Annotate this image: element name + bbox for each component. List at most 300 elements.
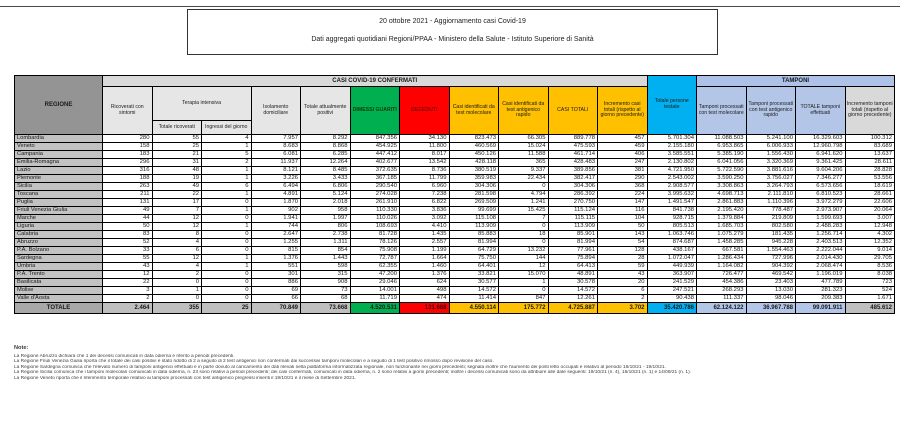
value-cell: 2.973.907 xyxy=(796,207,846,215)
value-cell: 183 xyxy=(103,151,153,159)
value-cell: 83.689 xyxy=(845,143,895,151)
value-cell: 428.118 xyxy=(449,159,499,167)
value-cell: 55 xyxy=(152,135,202,143)
value-cell: 17 xyxy=(152,199,202,207)
value-cell: 3.092 xyxy=(400,215,450,223)
value-cell: 304.306 xyxy=(548,183,598,191)
region-cell: P.A. Bolzano xyxy=(15,247,103,255)
value-cell: 12.948 xyxy=(845,223,895,231)
value-cell: 6.006.933 xyxy=(746,143,796,151)
value-cell: 1 xyxy=(499,279,549,287)
value-cell: 90.438 xyxy=(647,295,697,303)
value-cell: 372.635 xyxy=(350,167,400,175)
col-header-dimessi-guariti: DIMESSI GUARITI xyxy=(350,87,400,135)
value-cell: 12 xyxy=(152,215,202,223)
value-cell: 0 xyxy=(202,231,252,239)
value-cell: 498 xyxy=(400,287,450,295)
value-cell: 6.041.056 xyxy=(697,159,747,167)
value-cell: 304.306 xyxy=(449,183,499,191)
value-cell: 281.323 xyxy=(796,287,846,295)
value-cell: 2.195.420 xyxy=(697,207,747,215)
value-cell: 5.241.100 xyxy=(746,135,796,143)
value-cell: 50 xyxy=(103,223,153,231)
value-cell: 100.312 xyxy=(845,135,895,143)
value-cell: 0 xyxy=(202,295,252,303)
value-cell: 469.542 xyxy=(746,271,796,279)
value-cell: 4.520.531 xyxy=(350,303,400,314)
value-cell: 474 xyxy=(400,295,450,303)
report-subtitle: Dati aggregati quotidiani Regioni/PPAA - Ministero della Salute - Istituto Superiore di Sanità xyxy=(311,36,594,43)
value-cell: 147 xyxy=(598,199,648,207)
value-cell: 219.809 xyxy=(746,215,796,223)
value-cell: 1.443 xyxy=(301,255,351,263)
value-cell: 8.038 xyxy=(845,271,895,279)
value-cell: 4 xyxy=(152,263,202,271)
value-cell: 290.540 xyxy=(350,183,400,191)
col-header-ti-ingressi: Ingressi del giorno xyxy=(202,121,252,135)
value-cell: 886 xyxy=(251,279,301,287)
value-cell: 30.578 xyxy=(548,279,598,287)
value-cell: 1.671 xyxy=(845,295,895,303)
value-cell: 5.124 xyxy=(301,191,351,199)
region-cell: Emilia-Romagna xyxy=(15,159,103,167)
col-header-ti-totale: Totale ricoverati xyxy=(152,121,202,135)
value-cell: 113.909 xyxy=(548,223,598,231)
value-cell: 7.238 xyxy=(400,191,450,199)
col-header-totale-tamponi: TOTALE tamponi effettuati xyxy=(796,87,846,135)
value-cell: 0 xyxy=(499,287,549,295)
value-cell: 29.046 xyxy=(350,279,400,287)
value-cell: 2.647 xyxy=(251,231,301,239)
value-cell: 9.604.206 xyxy=(796,167,846,175)
value-cell: 726.477 xyxy=(697,271,747,279)
value-cell: 6.081 xyxy=(251,151,301,159)
title-box xyxy=(187,9,718,55)
value-cell: 3.007 xyxy=(845,215,895,223)
value-cell: 2 xyxy=(598,295,648,303)
value-cell: 69 xyxy=(251,287,301,295)
value-cell: 6.806 xyxy=(301,183,351,191)
value-cell: 18.619 xyxy=(845,183,895,191)
value-cell: 363.907 xyxy=(647,271,697,279)
value-cell: 99.699 xyxy=(449,207,499,215)
value-cell: 2.543.002 xyxy=(647,175,697,183)
value-cell: 847 xyxy=(499,295,549,303)
value-cell: 3.433 xyxy=(301,175,351,183)
region-cell: Umbria xyxy=(15,263,103,271)
value-cell: 1 xyxy=(202,191,252,199)
value-cell: 1.199 xyxy=(400,247,450,255)
table-row xyxy=(15,231,895,239)
value-cell: 7.346.277 xyxy=(796,175,846,183)
value-cell: 12 xyxy=(152,255,202,263)
value-cell: 2.111.810 xyxy=(746,191,796,199)
value-cell: 778.487 xyxy=(746,207,796,215)
value-cell: 4.794 xyxy=(499,191,549,199)
value-cell: 2.403.513 xyxy=(796,239,846,247)
value-cell: 1 xyxy=(202,223,252,231)
value-cell: 847.356 xyxy=(350,135,400,143)
value-cell: 12 xyxy=(499,263,549,271)
value-cell: 28.828 xyxy=(845,167,895,175)
region-cell: Liguria xyxy=(15,223,103,231)
value-cell: 2.014.430 xyxy=(796,255,846,263)
value-cell: 1.286.434 xyxy=(697,255,747,263)
value-cell: 1.072.047 xyxy=(647,255,697,263)
value-cell: 7 xyxy=(499,215,549,223)
value-cell: 8.485 xyxy=(301,167,351,175)
value-cell: 8.017 xyxy=(400,151,450,159)
value-cell: 477.789 xyxy=(796,279,846,287)
value-cell: 908 xyxy=(301,279,351,287)
value-cell: 85.883 xyxy=(449,231,499,239)
value-cell: 1.556.430 xyxy=(746,151,796,159)
value-cell: 6.810.523 xyxy=(796,191,846,199)
value-cell: 224 xyxy=(598,191,648,199)
value-cell: 928.715 xyxy=(647,215,697,223)
value-cell: 1.941 xyxy=(251,215,301,223)
table-row xyxy=(15,135,895,143)
value-cell: 8.536 xyxy=(845,263,895,271)
value-cell: 0 xyxy=(202,239,252,247)
value-cell: 457 xyxy=(598,135,648,143)
value-cell: 20.064 xyxy=(845,207,895,215)
value-cell: 211 xyxy=(103,191,153,199)
value-cell: 21 xyxy=(152,151,202,159)
notes-section xyxy=(14,345,886,381)
value-cell: 3.881.616 xyxy=(746,167,796,175)
value-cell: 1.554.463 xyxy=(746,247,796,255)
value-cell: 209.383 xyxy=(796,295,846,303)
value-cell: 70.849 xyxy=(251,303,301,314)
value-cell: 28.661 xyxy=(845,191,895,199)
region-cell: Sicilia xyxy=(15,183,103,191)
value-cell: 0 xyxy=(202,287,252,295)
value-cell: 11.088.503 xyxy=(697,135,747,143)
table-row xyxy=(15,143,895,151)
value-cell: 116 xyxy=(598,207,648,215)
value-cell: 815 xyxy=(251,247,301,255)
value-cell: 6.822 xyxy=(400,199,450,207)
value-cell: 68 xyxy=(301,295,351,303)
col-header-attualmente-positivi: Totale attualmente positivi xyxy=(301,87,351,135)
value-cell: 454.386 xyxy=(697,279,747,287)
group-header-tamponi: TAMPONI xyxy=(697,76,895,87)
value-cell: 12 xyxy=(103,271,153,279)
value-cell: 4.302 xyxy=(845,231,895,239)
value-cell: 108.693 xyxy=(350,223,400,231)
value-cell: 301 xyxy=(251,271,301,279)
value-cell: 30.577 xyxy=(449,279,499,287)
value-cell: 1.110.396 xyxy=(746,199,796,207)
value-cell: 3.308.863 xyxy=(697,183,747,191)
value-cell: 1.599.693 xyxy=(796,215,846,223)
value-cell: 35.420.786 xyxy=(647,303,697,314)
value-cell: 402.677 xyxy=(350,159,400,167)
value-cell: 13.030 xyxy=(746,287,796,295)
value-cell: 158 xyxy=(103,143,153,151)
value-cell: 75.894 xyxy=(548,255,598,263)
value-cell: 2 xyxy=(152,271,202,279)
value-cell: 744 xyxy=(251,223,301,231)
region-cell: Piemonte xyxy=(15,175,103,183)
col-header-incremento-casi: Incremento casi totali (rispetto al giorno precedente) xyxy=(598,87,648,135)
value-cell: 461.714 xyxy=(548,151,598,159)
value-cell: 2.861.883 xyxy=(697,199,747,207)
value-cell: 269.509 xyxy=(449,199,499,207)
value-cell: 1.664 xyxy=(400,255,450,263)
value-cell: 9.014 xyxy=(845,247,895,255)
value-cell: 13.637 xyxy=(845,151,895,159)
value-cell: 1 xyxy=(202,207,252,215)
value-cell: 1.075.279 xyxy=(697,231,747,239)
value-cell: 8.121 xyxy=(251,167,301,175)
value-cell: 23.403 xyxy=(746,279,796,287)
value-cell: 359.983 xyxy=(449,175,499,183)
value-cell: 64.729 xyxy=(449,247,499,255)
col-header-casi-antigenico: Casi identificati da test antigenico rapido xyxy=(499,87,549,135)
value-cell: 83 xyxy=(103,231,153,239)
value-cell: 902 xyxy=(251,207,301,215)
table-row xyxy=(15,151,895,159)
value-cell: 2.155.180 xyxy=(647,143,697,151)
value-cell: 47.200 xyxy=(350,271,400,279)
value-cell: 72.787 xyxy=(350,255,400,263)
value-cell: 428.483 xyxy=(548,159,598,167)
value-cell: 7 xyxy=(152,207,202,215)
table-row xyxy=(15,207,895,215)
value-cell: 2 xyxy=(103,295,153,303)
value-cell: 8.292 xyxy=(301,135,351,143)
value-cell: 4 xyxy=(152,239,202,247)
value-cell: 2.464 xyxy=(103,303,153,314)
value-cell: 854 xyxy=(301,247,351,255)
value-cell: 6.960 xyxy=(400,183,450,191)
value-cell: 4.725.887 xyxy=(548,303,598,314)
value-cell: 12 xyxy=(152,223,202,231)
value-cell: 460.569 xyxy=(449,143,499,151)
value-cell: 3.264.793 xyxy=(746,183,796,191)
value-cell: 1.376 xyxy=(251,255,301,263)
region-cell: TOTALE xyxy=(15,303,103,314)
table-row xyxy=(15,255,895,263)
value-cell: 113.909 xyxy=(449,223,499,231)
value-cell: 48.891 xyxy=(548,271,598,279)
value-cell: 1.870 xyxy=(251,199,301,207)
region-cell: Veneto xyxy=(15,143,103,151)
value-cell: 81.728 xyxy=(350,231,400,239)
value-cell: 2.018 xyxy=(301,199,351,207)
value-cell: 5.722.590 xyxy=(697,167,747,175)
value-cell: 4.410 xyxy=(400,223,450,231)
value-cell: 3.702 xyxy=(598,303,648,314)
value-cell: 12.960.798 xyxy=(796,143,846,151)
value-cell: 2 xyxy=(202,159,252,167)
value-cell: 268.293 xyxy=(697,287,747,295)
region-cell: P.A. Trento xyxy=(15,271,103,279)
value-cell: 18 xyxy=(499,231,549,239)
value-cell: 1.997 xyxy=(301,215,351,223)
region-cell: Calabria xyxy=(15,231,103,239)
value-cell: 316 xyxy=(103,167,153,175)
value-cell: 365 xyxy=(499,159,549,167)
value-cell: 12.264 xyxy=(301,159,351,167)
col-header-persone-testate: Totale persone testate xyxy=(647,76,697,135)
region-cell: Marche xyxy=(15,215,103,223)
value-cell: 115.124 xyxy=(548,207,598,215)
region-cell: Basilicata xyxy=(15,279,103,287)
value-cell: 77.961 xyxy=(548,247,598,255)
value-cell: 6.494 xyxy=(251,183,301,191)
value-cell: 4.550.114 xyxy=(449,303,499,314)
value-cell: 406 xyxy=(598,151,648,159)
value-cell: 115.108 xyxy=(449,215,499,223)
value-cell: 3 xyxy=(103,287,153,295)
value-cell: 3.972.279 xyxy=(796,199,846,207)
table-row xyxy=(15,159,895,167)
value-cell: 1.196.019 xyxy=(796,271,846,279)
value-cell: 6 xyxy=(598,287,648,295)
value-cell: 6 xyxy=(152,247,202,255)
value-cell: 247.521 xyxy=(647,287,697,295)
value-cell: 14.001 xyxy=(350,287,400,295)
value-cell: 110.026 xyxy=(350,215,400,223)
value-cell: 6.953.865 xyxy=(697,143,747,151)
value-cell: 22.434 xyxy=(499,175,549,183)
value-cell: 6 xyxy=(202,183,252,191)
value-cell: 449.939 xyxy=(647,263,697,271)
value-cell: 49 xyxy=(103,207,153,215)
region-cell: Molise xyxy=(15,287,103,295)
value-cell: 889.778 xyxy=(548,135,598,143)
table-header xyxy=(15,76,895,135)
value-cell: 1.435 xyxy=(400,231,450,239)
value-cell: 11.719 xyxy=(350,295,400,303)
value-cell: 0 xyxy=(202,199,252,207)
region-cell: Valle d'Aosta xyxy=(15,295,103,303)
value-cell: 66 xyxy=(251,295,301,303)
value-cell: 8.683 xyxy=(251,143,301,151)
col-header-casi-totali: CASI TOTALI xyxy=(548,87,598,135)
value-cell: 13.232 xyxy=(499,247,549,255)
value-cell: 805.513 xyxy=(647,223,697,231)
value-cell: 73.668 xyxy=(301,303,351,314)
table-row xyxy=(15,247,895,255)
value-cell: 3.585.551 xyxy=(647,151,697,159)
table-row xyxy=(15,287,895,295)
value-cell: 20 xyxy=(598,279,648,287)
value-cell: 128 xyxy=(598,247,648,255)
value-cell: 4 xyxy=(202,135,252,143)
value-cell: 2.738 xyxy=(301,231,351,239)
col-header-incremento-tamponi: Incremento tamponi totali (rispetto al giorno precedente) xyxy=(845,87,895,135)
value-cell: 0 xyxy=(202,271,252,279)
value-cell: 0 xyxy=(499,223,549,231)
value-cell: 3.320.369 xyxy=(746,159,796,167)
value-cell: 22 xyxy=(152,191,202,199)
value-cell: 28.611 xyxy=(845,159,895,167)
table-row xyxy=(15,263,895,271)
value-cell: 6.573.656 xyxy=(796,183,846,191)
table-row xyxy=(15,271,895,279)
value-cell: 53.556 xyxy=(845,175,895,183)
table-row xyxy=(15,191,895,199)
value-cell: 667.581 xyxy=(697,247,747,255)
region-cell: Toscana xyxy=(15,191,103,199)
value-cell: 1.379.884 xyxy=(697,215,747,223)
value-cell: 1 xyxy=(202,143,252,151)
value-cell: 25 xyxy=(152,143,202,151)
value-cell: 4.891 xyxy=(251,191,301,199)
value-cell: 49 xyxy=(152,183,202,191)
table-row xyxy=(15,167,895,175)
value-cell: 0 xyxy=(202,215,252,223)
top-rule xyxy=(0,6,900,7)
value-cell: 945.228 xyxy=(746,239,796,247)
value-cell: 723 xyxy=(845,279,895,287)
value-cell: 1.460 xyxy=(400,263,450,271)
value-cell: 823.473 xyxy=(449,135,499,143)
value-cell: 98.046 xyxy=(746,295,796,303)
value-cell: 2.222.044 xyxy=(796,247,846,255)
value-cell: 81.994 xyxy=(449,239,499,247)
value-cell: 1 xyxy=(152,287,202,295)
value-cell: 64.413 xyxy=(548,263,598,271)
value-cell: 1.164.082 xyxy=(697,263,747,271)
value-cell: 0 xyxy=(152,295,202,303)
value-cell: 5.385.190 xyxy=(697,151,747,159)
value-cell: 48 xyxy=(152,167,202,175)
note-item: La Regione Abruzzo dichiara che 1 dei decessi comunicati in data odierna è riferito a periodi precedenti. xyxy=(14,354,235,359)
value-cell: 2.130.802 xyxy=(647,159,697,167)
note-item: La Regione Friuli Venezia Giulia riporta che il totale dei casi positivi è stato ridotto di 2 a seguito di 2 test antigenici non confermati dai successivi tamponi molecolari e a seguito di 1 test positivo rimosso dopo revisione del caso. xyxy=(14,359,494,365)
region-cell: Sardegna xyxy=(15,255,103,263)
value-cell: 7.957 xyxy=(251,135,301,143)
value-cell: 274.028 xyxy=(350,191,400,199)
region-cell: Abruzzo xyxy=(15,239,103,247)
value-cell: 1 xyxy=(202,167,252,175)
value-cell: 9.337 xyxy=(499,167,549,175)
value-cell: 11.799 xyxy=(400,175,450,183)
value-cell: 13.542 xyxy=(400,159,450,167)
table-row xyxy=(15,223,895,231)
value-cell: 8 xyxy=(152,231,202,239)
value-cell: 315 xyxy=(301,271,351,279)
region-cell: Lombardia xyxy=(15,135,103,143)
value-cell: 22.606 xyxy=(845,199,895,207)
value-cell: 1 xyxy=(202,263,252,271)
table-row xyxy=(15,279,895,287)
value-cell: 381 xyxy=(598,167,648,175)
value-cell: 1.685.703 xyxy=(697,223,747,231)
value-cell: 15.070 xyxy=(499,271,549,279)
value-cell: 0 xyxy=(499,183,549,191)
value-cell: 3.226 xyxy=(251,175,301,183)
value-cell: 4.721.950 xyxy=(647,167,697,175)
value-cell: 28 xyxy=(598,255,648,263)
value-cell: 551 xyxy=(251,263,301,271)
value-cell: 31 xyxy=(152,159,202,167)
value-cell: 958 xyxy=(301,207,351,215)
value-cell: 188 xyxy=(103,175,153,183)
value-cell: 0 xyxy=(202,279,252,287)
table-body xyxy=(15,135,895,314)
value-cell: 19 xyxy=(152,175,202,183)
report-date-title: 20 ottobre 2021 - Aggiornamento casi Covid-19 xyxy=(379,18,526,25)
value-cell: 66.305 xyxy=(499,135,549,143)
value-cell: 33.821 xyxy=(449,271,499,279)
value-cell: 1 xyxy=(202,255,252,263)
